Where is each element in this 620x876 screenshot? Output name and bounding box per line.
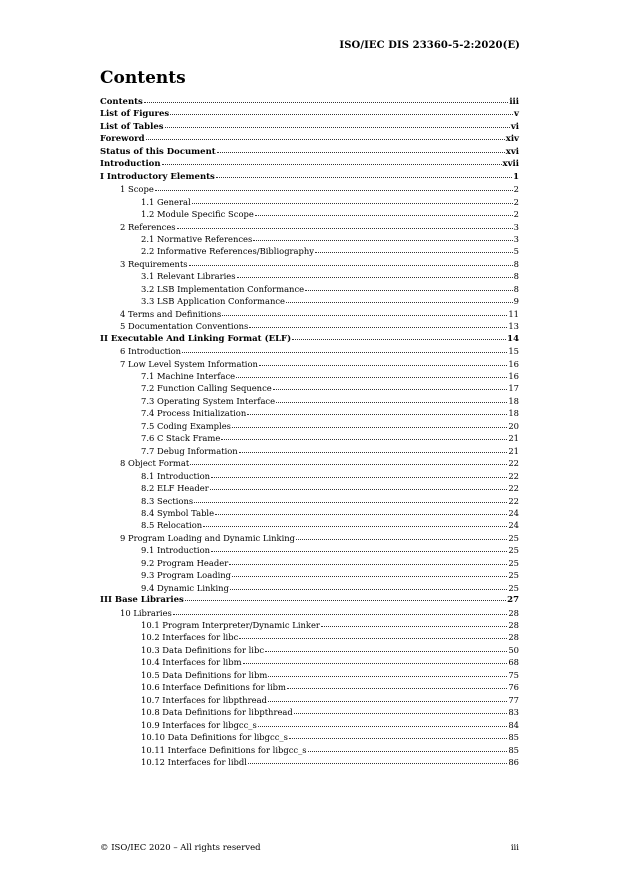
toc-entry-label: 7.7 Debug Information	[141, 445, 238, 456]
toc-entry-page-number: 16	[508, 370, 519, 381]
toc-dot-leader	[292, 339, 506, 340]
toc-entry-label: I Introductory Elements	[100, 171, 215, 182]
toc-entry-page-number: 21	[508, 433, 519, 444]
toc-dot-leader	[162, 164, 502, 165]
toc-dot-leader	[217, 152, 505, 153]
toc-entry[interactable]	[100, 358, 519, 370]
toc-dot-leader	[211, 551, 507, 552]
toc-entry[interactable]	[100, 308, 519, 320]
toc-entry[interactable]	[100, 582, 519, 594]
toc-entry[interactable]	[100, 557, 519, 569]
toc-entry[interactable]	[100, 283, 519, 295]
toc-dot-leader	[243, 663, 508, 664]
toc-entry-page-number: 77	[508, 694, 519, 705]
toc-entry[interactable]	[100, 370, 519, 382]
toc-entry[interactable]	[100, 681, 519, 693]
toc-entry-label: 10.4 Interfaces for libm	[141, 657, 242, 668]
toc-dot-leader	[182, 352, 507, 353]
toc-entry-page-number: 25	[508, 532, 519, 543]
toc-entry-page-number: 76	[508, 682, 519, 693]
toc-dot-leader	[315, 252, 513, 253]
toc-entry-label: Introduction	[100, 159, 161, 170]
toc-entry-label: 10 Libraries	[120, 607, 172, 618]
toc-entry[interactable]	[100, 121, 519, 133]
toc-entry[interactable]	[100, 345, 519, 357]
toc-dot-leader	[253, 240, 512, 241]
toc-entry-label: III Base Libraries	[100, 595, 184, 606]
toc-entry[interactable]	[100, 495, 519, 507]
toc-entry-label: 8.5 Relocation	[141, 520, 203, 531]
page-footer	[100, 843, 519, 853]
document-identifier: ISO/IEC DIS 23360-5-2:2020(E)	[339, 40, 520, 51]
toc-dot-leader	[247, 414, 507, 415]
toc-entry-page-number: 5	[513, 246, 519, 257]
toc-entry-label: 2.2 Informative References/Bibliography	[141, 246, 315, 257]
toc-entry-page-number: 8	[513, 271, 519, 282]
toc-entry-page-number: xvi	[505, 146, 519, 157]
toc-entry-page-number: 28	[508, 607, 519, 618]
toc-entry-page-number: 11	[508, 308, 519, 319]
toc-entry-page-number: 2	[513, 196, 519, 207]
toc-dot-leader	[248, 763, 507, 764]
toc-entry[interactable]	[100, 258, 519, 270]
toc-entry-page-number: 2	[513, 209, 519, 220]
toc-entry-page-number: 50	[508, 644, 519, 655]
toc-dot-leader	[249, 327, 507, 328]
toc-dot-leader	[221, 439, 507, 440]
toc-dot-leader	[259, 365, 507, 366]
toc-entry[interactable]	[100, 594, 519, 606]
toc-dot-leader	[236, 377, 507, 378]
toc-entry[interactable]	[100, 270, 519, 282]
toc-entry-page-number: 3	[513, 221, 519, 232]
toc-dot-leader	[239, 452, 508, 453]
toc-entry-label: List of Tables	[100, 121, 164, 132]
toc-entry-page-number: 2	[513, 184, 519, 195]
toc-entry-label: 10.8 Data Definitions for libpthread	[141, 707, 293, 718]
toc-entry-page-number: 13	[508, 321, 519, 332]
toc-dot-leader	[192, 203, 513, 204]
toc-entry[interactable]	[100, 183, 519, 195]
toc-dot-leader	[203, 526, 507, 527]
toc-entry-label: 10.1 Program Interpreter/Dynamic Linker	[141, 620, 320, 631]
toc-entry-label: 8.4 Symbol Table	[141, 507, 215, 518]
toc-dot-leader	[144, 102, 508, 103]
toc-entry-page-number: 85	[508, 732, 519, 743]
toc-entry-page-number: 75	[508, 669, 519, 680]
toc-dot-leader	[258, 726, 508, 727]
copyright-notice: © ISO/IEC 2020 – All rights reserved	[100, 843, 261, 853]
toc-entry-label: 2 References	[120, 221, 176, 232]
toc-entry[interactable]	[100, 731, 519, 743]
toc-entry-label: 4 Terms and Definitions	[120, 308, 222, 319]
toc-dot-leader	[222, 315, 507, 316]
toc-entry-label: 7.2 Function Calling Sequence	[141, 383, 272, 394]
toc-entry-label: 10.11 Interface Definitions for libgcc_s	[141, 744, 307, 755]
toc-entry-page-number: 22	[508, 458, 519, 469]
toc-entry[interactable]	[100, 457, 519, 469]
toc-dot-leader	[215, 514, 507, 515]
toc-entry-label: 7.1 Machine Interface	[141, 370, 236, 381]
toc-entry-page-number: 9	[513, 296, 519, 307]
toc-entry-page-number: 86	[508, 757, 519, 768]
toc-entry-page-number: 22	[508, 470, 519, 481]
toc-entry-page-number: 25	[508, 570, 519, 581]
toc-entry[interactable]	[100, 694, 519, 706]
toc-entry-page-number: 21	[508, 445, 519, 456]
toc-entry-page-number: 24	[508, 520, 519, 531]
toc-entry-label: 3.1 Relevant Libraries	[141, 271, 236, 282]
toc-dot-leader	[265, 651, 507, 652]
toc-dot-leader	[321, 626, 507, 627]
toc-entry-page-number: 25	[508, 557, 519, 568]
toc-entry-label: 8.2 ELF Header	[141, 483, 209, 494]
toc-entry[interactable]	[100, 532, 519, 544]
toc-entry-label: 9.3 Program Loading	[141, 570, 232, 581]
toc-entry-label: 3 Requirements	[120, 258, 188, 269]
toc-entry-label: 9.2 Program Header	[141, 557, 229, 568]
toc-entry-page-number: iii	[509, 97, 519, 107]
toc-dot-leader	[155, 190, 513, 191]
table-of-contents	[100, 96, 519, 768]
toc-dot-leader	[289, 738, 507, 739]
toc-entry-label: 1.1 General	[141, 196, 191, 207]
toc-entry[interactable]	[100, 631, 519, 643]
toc-entry[interactable]	[100, 719, 519, 731]
toc-entry-page-number: vi	[510, 121, 519, 132]
toc-dot-leader	[211, 477, 507, 478]
toc-dot-leader	[189, 265, 513, 266]
toc-entry-label: 6 Introduction	[120, 346, 182, 357]
toc-entry-label: 7.3 Operating System Interface	[141, 395, 276, 406]
toc-entry-label: 3.2 LSB Implementation Conformance	[141, 283, 305, 294]
toc-entry-page-number: 22	[508, 495, 519, 506]
toc-dot-leader	[273, 389, 508, 390]
toc-entry-label: 3.3 LSB Application Conformance	[141, 296, 286, 307]
toc-entry-label: 10.2 Interfaces for libc	[141, 632, 239, 643]
toc-entry[interactable]	[100, 744, 519, 756]
toc-entry[interactable]	[100, 221, 519, 233]
toc-dot-leader	[276, 402, 507, 403]
toc-dot-leader	[165, 127, 510, 128]
toc-entry[interactable]	[100, 569, 519, 581]
toc-dot-leader	[210, 489, 508, 490]
toc-entry-page-number: 28	[508, 632, 519, 643]
page-title: Contents	[100, 68, 186, 88]
toc-dot-leader	[255, 215, 513, 216]
toc-dot-leader	[237, 277, 513, 278]
toc-entry-label: Contents	[100, 97, 143, 107]
toc-dot-leader	[268, 676, 507, 677]
toc-dot-leader	[230, 589, 507, 590]
toc-entry[interactable]	[100, 171, 519, 183]
toc-dot-leader	[305, 290, 513, 291]
toc-dot-leader	[194, 502, 507, 503]
toc-entry[interactable]	[100, 320, 519, 332]
toc-entry-page-number: 68	[508, 657, 519, 668]
toc-entry-page-number: 18	[508, 395, 519, 406]
toc-entry-page-number: 16	[508, 358, 519, 369]
toc-entry-page-number: 14	[507, 333, 519, 344]
toc-dot-leader	[177, 228, 513, 229]
toc-entry-label: 1.2 Module Specific Scope	[141, 209, 254, 220]
toc-entry[interactable]	[100, 507, 519, 519]
toc-entry[interactable]	[100, 208, 519, 220]
toc-dot-leader	[286, 302, 513, 303]
toc-dot-leader	[146, 139, 505, 140]
toc-entry[interactable]	[100, 445, 519, 457]
toc-entry-page-number: 85	[508, 744, 519, 755]
toc-entry-label: 1 Scope	[120, 184, 154, 195]
toc-entry[interactable]	[100, 656, 519, 668]
toc-entry[interactable]	[100, 470, 519, 482]
toc-entry[interactable]	[100, 333, 519, 345]
toc-entry-page-number: 20	[508, 420, 519, 431]
toc-entry-label: 10.3 Data Definitions for libc	[141, 644, 265, 655]
toc-entry[interactable]	[100, 482, 519, 494]
toc-dot-leader	[216, 177, 512, 178]
toc-entry[interactable]	[100, 233, 519, 245]
toc-entry[interactable]	[100, 519, 519, 531]
toc-dot-leader	[229, 564, 507, 565]
toc-entry-page-number: 8	[513, 258, 519, 269]
toc-entry-label: 7.6 C Stack Frame	[141, 433, 221, 444]
toc-entry-label: 10.9 Interfaces for libgcc_s	[141, 719, 257, 730]
toc-dot-leader	[232, 576, 507, 577]
toc-entry-page-number: 17	[508, 383, 519, 394]
toc-entry-label: 5 Documentation Conventions	[120, 321, 249, 332]
toc-entry[interactable]	[100, 669, 519, 681]
toc-entry-label: 10.10 Data Definitions for libgcc_s	[141, 732, 288, 743]
toc-entry[interactable]	[100, 756, 519, 768]
toc-entry[interactable]	[100, 407, 519, 419]
toc-entry-label: Status of this Document	[100, 146, 216, 157]
toc-entry-page-number: 22	[508, 483, 519, 494]
toc-entry[interactable]	[100, 295, 519, 307]
toc-entry-label: 10.5 Data Definitions for libm	[141, 669, 268, 680]
toc-entry-label: 7 Low Level System Information	[120, 358, 258, 369]
toc-entry[interactable]	[100, 432, 519, 444]
toc-entry-page-number: 15	[508, 346, 519, 357]
toc-entry-label: 10.12 Interfaces for libdl	[141, 757, 247, 768]
toc-entry-label: II Executable And Linking Format (ELF)	[100, 333, 292, 344]
toc-entry[interactable]	[100, 108, 519, 120]
toc-entry[interactable]	[100, 395, 519, 407]
toc-dot-leader	[239, 638, 507, 639]
toc-entry-page-number: 3	[513, 233, 519, 244]
toc-dot-leader	[170, 114, 513, 115]
toc-entry[interactable]	[100, 196, 519, 208]
toc-entry-label: 10.6 Interface Definitions for libm	[141, 682, 286, 693]
toc-entry-page-number: xvii	[502, 159, 519, 170]
toc-entry-label: 8 Object Format	[120, 458, 190, 469]
toc-entry[interactable]	[100, 133, 519, 145]
toc-entry[interactable]	[100, 607, 519, 619]
toc-entry-page-number: 27	[507, 595, 519, 606]
toc-entry-page-number: 25	[508, 582, 519, 593]
toc-entry-page-number: 25	[508, 545, 519, 556]
toc-dot-leader	[296, 539, 507, 540]
toc-entry-label: 10.7 Interfaces for libpthread	[141, 694, 267, 705]
toc-entry-label: Foreword	[100, 134, 145, 145]
toc-entry-label: 7.4 Process Initialization	[141, 408, 247, 419]
toc-entry[interactable]	[100, 245, 519, 257]
toc-entry[interactable]	[100, 706, 519, 718]
toc-entry-page-number: xiv	[505, 134, 519, 145]
toc-entry-label: 9 Program Loading and Dynamic Linking	[120, 532, 296, 543]
toc-entry-page-number: 1	[513, 171, 519, 182]
toc-entry-page-number: 24	[508, 507, 519, 518]
toc-entry-label: 8.1 Introduction	[141, 470, 211, 481]
toc-entry[interactable]	[100, 544, 519, 556]
toc-entry-label: 9.1 Introduction	[141, 545, 211, 556]
toc-entry-page-number: v	[514, 109, 519, 120]
toc-dot-leader	[190, 464, 507, 465]
toc-entry[interactable]	[100, 146, 519, 158]
toc-entry-page-number: 18	[508, 408, 519, 419]
toc-dot-leader	[173, 614, 507, 615]
toc-dot-leader	[185, 600, 506, 601]
toc-entry-page-number: 83	[508, 707, 519, 718]
toc-entry-label: 2.1 Normative References	[141, 233, 253, 244]
toc-dot-leader	[268, 701, 507, 702]
toc-entry-page-number: 28	[508, 620, 519, 631]
toc-entry[interactable]	[100, 420, 519, 432]
toc-entry[interactable]	[100, 644, 519, 656]
toc-dot-leader	[308, 751, 508, 752]
toc-entry[interactable]	[100, 96, 519, 108]
toc-entry[interactable]	[100, 382, 519, 394]
toc-dot-leader	[287, 688, 507, 689]
toc-entry-label: 9.4 Dynamic Linking	[141, 582, 229, 593]
page-number: iii	[510, 843, 519, 853]
toc-entry-label: 8.3 Sections	[141, 495, 194, 506]
toc-entry[interactable]	[100, 619, 519, 631]
toc-entry-page-number: 8	[513, 283, 519, 294]
toc-dot-leader	[232, 427, 507, 428]
toc-dot-leader	[294, 713, 508, 714]
toc-entry-label: List of Figures	[100, 109, 170, 120]
toc-entry-page-number: 84	[508, 719, 519, 730]
toc-entry[interactable]	[100, 158, 519, 170]
toc-entry-label: 7.5 Coding Examples	[141, 420, 231, 431]
